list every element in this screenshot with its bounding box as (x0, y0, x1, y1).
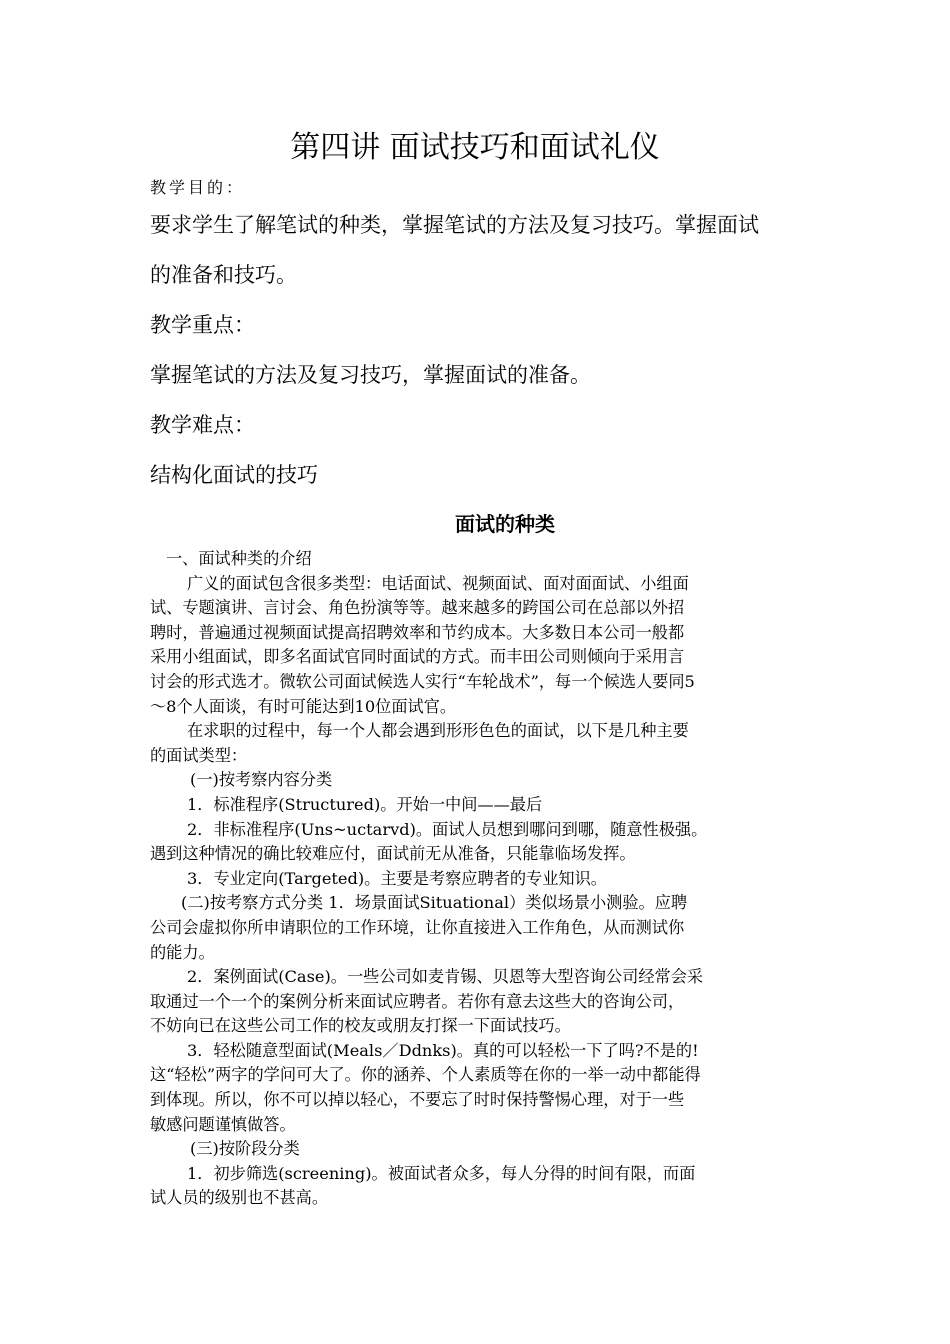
paragraph-line: 取通过一个一个的案例分析来面试应聘者。若你有意去这些大的咨询公司， (150, 991, 685, 1011)
keypoint-text: 掌握笔试的方法及复习技巧，掌握面试的准备。 (150, 363, 591, 387)
category-heading: (三)按阶段分类 (190, 1139, 300, 1159)
paragraph-line: 聘时，普遍通过视频面试提高招聘效率和节约成本。大多数日本公司一般都 (150, 622, 685, 642)
objective-text-line1: 要求学生了解笔试的种类，掌握笔试的方法及复习技巧。掌握面试 (150, 213, 759, 237)
paragraph-line: 讨会的形式选才。微软公司面试候选人实行“车轮战术”，每一个候选人要同5 (150, 671, 695, 691)
objective-text-line2: 的准备和技巧。 (150, 263, 297, 287)
lecture-title: 第四讲 面试技巧和面试礼仪 (290, 130, 660, 165)
body-text (150, 547, 790, 1211)
paragraph-line: 广义的面试包含很多类型：电话面试、视频面试、面对面面试、小组面 (187, 573, 689, 593)
paragraph-line: 试人员的级别也不甚高。 (150, 1188, 329, 1208)
paragraph-line: 公司会虚拟你所申请职位的工作环境，让你直接进入工作角色，从而测试你 (150, 917, 685, 937)
list-item: 1．初步筛选(screening)。被面试者众多，每人分得的时间有限，而面 (187, 1163, 696, 1183)
paragraph-line: 到体现。所以，你不可以掉以轻心，不要忘了时时保持警惕心理，对于一些 (150, 1090, 685, 1110)
category-heading: (一)按考察内容分类 (190, 770, 333, 790)
paragraph-line: 的面试类型： (150, 745, 248, 765)
list-item: 2．案例面试(Case)。一些公司如麦肯锡、贝恩等大型咨询公司经常会采 (187, 967, 704, 987)
list-item: 3．轻松随意型面试(Meals／Ddnks)。真的可以轻松一下了吗?不是的! (187, 1040, 699, 1060)
difficulty-label: 教学难点： (150, 413, 255, 437)
paragraph-line: 在求职的过程中，每一个人都会遇到形形色色的面试，以下是几种主要 (187, 721, 689, 741)
objective-label: 教学目的： (150, 178, 246, 197)
paragraph-line: 试、专题演讲、言讨会、角色扮演等等。越来越多的跨国公司在总部以外招 (150, 598, 685, 618)
paragraph-line: 这“轻松”两字的学问可大了。你的涵养、个人素质等在你的一举一动中都能得 (150, 1065, 701, 1085)
paragraph-line: 敏感问题谨慎做答。 (150, 1114, 296, 1134)
list-item: 1．标准程序(Structured)。开始一中间——最后 (187, 794, 543, 814)
list-item: 2．非标准程序(Uns~uctarvd)。面试人员想到哪问到哪，随意性极强。 (187, 819, 708, 839)
list-item: 3．专业定向(Targeted)。主要是考察应聘者的专业知识。 (187, 868, 607, 888)
intro-heading: 一、面试种类的介绍 (166, 549, 312, 568)
paragraph-line: ～8个人面谈，有时可能达到10位面试官。 (150, 696, 457, 716)
paragraph-line: 的能力。 (150, 942, 215, 962)
section-title: 面试的种类 (455, 512, 555, 536)
category-heading: (二)按考察方式分类 1．场景面试Situational）类似场景小测验。应聘 (181, 893, 688, 913)
paragraph-line: 采用小组面试，即多名面试官同时面试的方式。而丰田公司则倾向于采用言 (150, 647, 685, 667)
difficulty-text: 结构化面试的技巧 (150, 463, 318, 487)
paragraph-line: 不妨向已在这些公司工作的校友或朋友打探一下面试技巧。 (150, 1016, 571, 1036)
paragraph-line: 遇到这种情况的确比较难应付，面试前无从准备，只能靠临场发挥。 (150, 844, 636, 864)
keypoint-label: 教学重点： (150, 313, 255, 337)
